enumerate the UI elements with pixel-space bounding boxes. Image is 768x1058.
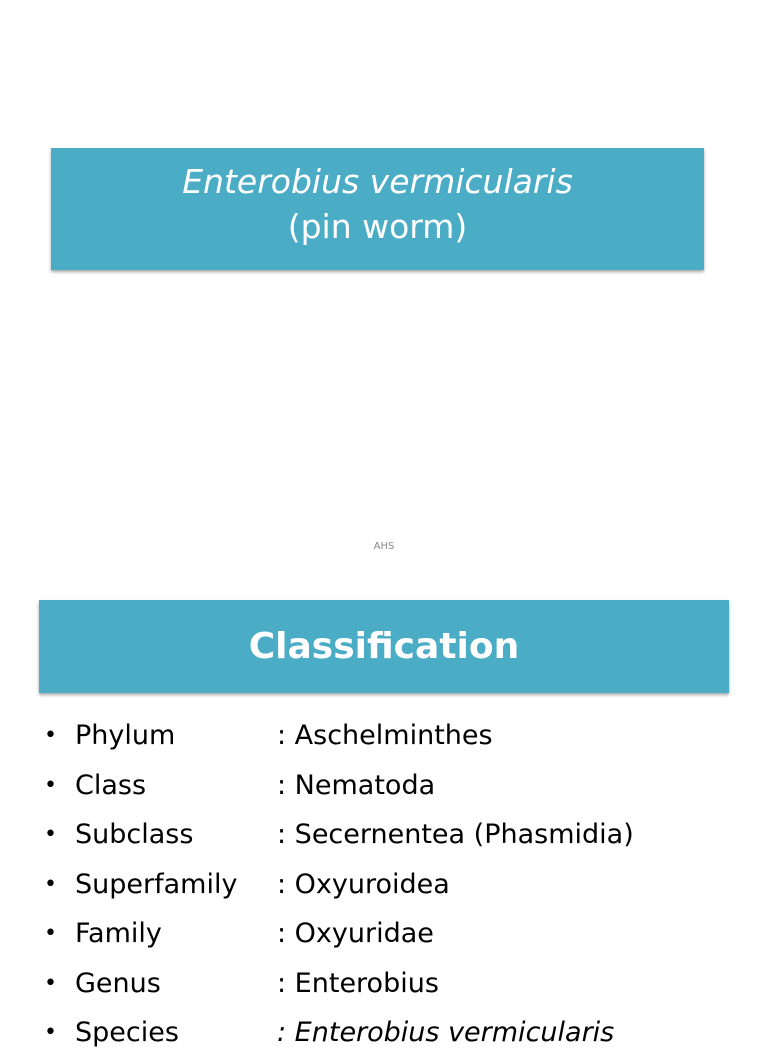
bullet-icon: •	[44, 871, 57, 897]
rank-value: : Oxyuridae	[277, 918, 434, 950]
list-item	[44, 761, 744, 811]
bullet-icon: •	[44, 822, 57, 848]
bullet-icon: •	[44, 921, 57, 947]
common-name-subtitle: (pin worm)	[287, 207, 468, 246]
bullet-icon: •	[44, 723, 57, 749]
rank-value: : Secernentea (Phasmidia)	[277, 819, 634, 851]
section-title: Classification	[248, 626, 520, 667]
bullet-icon: •	[44, 970, 57, 996]
title-banner	[51, 148, 704, 270]
rank-label: Genus	[75, 967, 161, 999]
rank-label: Class	[75, 769, 147, 801]
bullet-icon: •	[44, 1020, 57, 1046]
list-item	[44, 959, 744, 1009]
rank-label: Superfamily	[75, 868, 238, 900]
rank-label: Family	[75, 918, 162, 950]
list-item	[44, 810, 744, 860]
list-item	[44, 860, 744, 910]
rank-label: Species	[75, 1017, 179, 1049]
rank-value: : Oxyuroidea	[277, 868, 450, 900]
list-item	[44, 909, 744, 959]
bullet-icon: •	[44, 772, 57, 798]
list-item	[44, 711, 744, 761]
scientific-name-title: Enterobius vermicularis	[182, 162, 573, 201]
classification-list	[44, 711, 744, 1058]
rank-value: : Nematoda	[277, 769, 436, 801]
rank-value: : Aschelminthes	[277, 720, 493, 752]
slide-footer: AHS	[373, 541, 395, 552]
rank-label: Subclass	[75, 819, 194, 851]
list-item	[44, 1008, 744, 1058]
rank-label: Phylum	[75, 720, 176, 752]
section-banner	[39, 600, 729, 693]
rank-value: : Enterobius	[277, 967, 439, 999]
rank-value: : Enterobius vermicularis	[277, 1017, 615, 1049]
